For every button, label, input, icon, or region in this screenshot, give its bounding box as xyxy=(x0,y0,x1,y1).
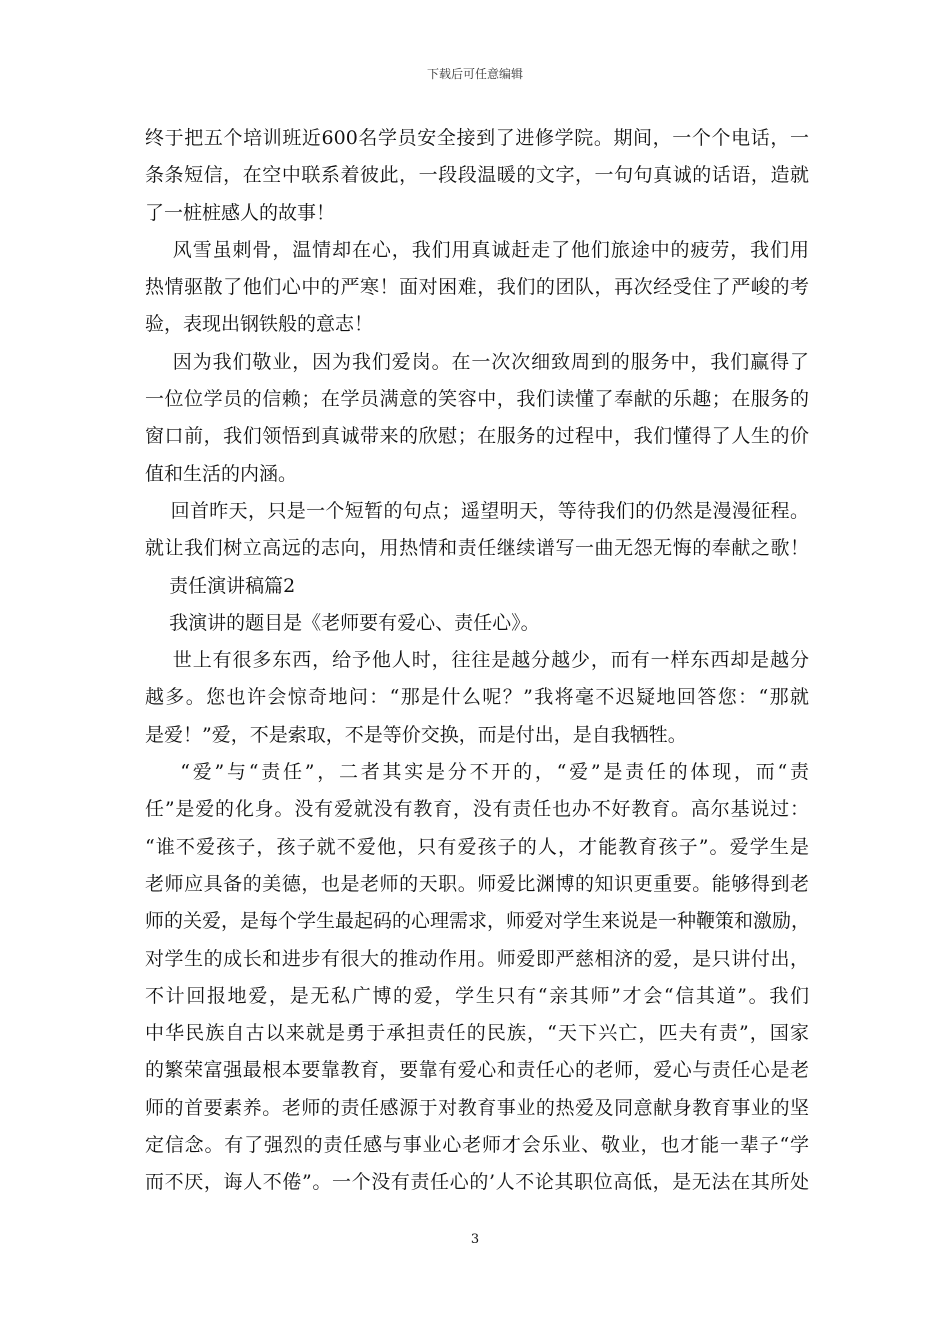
text-line: 我演讲的题目是《老师要有爱心、责任心》。 xyxy=(145,611,540,634)
text-line: 了一桩桩感人的故事！ xyxy=(145,201,336,224)
text-line: 是爱！”爱，不是索取，不是等价交换，而是付出，是自我牺牲。 xyxy=(145,723,687,746)
document-body xyxy=(145,120,809,1202)
text-line: 责任演讲稿篇2 xyxy=(145,574,296,597)
text-line: “谁不爱孩子，孩子就不爱他，只有爱孩子的人，才能教育孩子”。爱学生是 xyxy=(145,835,809,858)
text-line: 验，表现出钢铁般的意志！ xyxy=(145,313,374,336)
text-line: 不计回报地爱，是无私广博的爱，学生只有“亲其师”才会“信其道”。我们 xyxy=(145,984,809,1007)
text-line: 对学生的成长和进步有很大的推动作用。师爱即严慈相济的爱，是只讲付出， xyxy=(145,947,809,970)
text-line: 世上有很多东西，给予他人时，往往是越分越少，而有一样东西却是越分 xyxy=(145,649,809,672)
text-line: 师的关爱，是每个学生最起码的心理需求，师爱对学生来说是一种鞭策和激励， xyxy=(145,910,811,933)
text-line: 定信念。有了强烈的责任感与事业心老师才会乐业、敬业，也才能一辈子“学 xyxy=(145,1134,809,1157)
text-line: “爱”与“责任”，二者其实是分不开的，“爱”是责任的体现，而“责 xyxy=(145,761,809,784)
text-line: 而不厌，诲人不倦”。一个没有责任心的’人不论其职位高低，是无法在其所处 xyxy=(145,1171,809,1194)
text-line: 终于把五个培训班近600名学员安全接到了进修学院。期间，一个个电话，一 xyxy=(145,127,809,149)
page-number: 3 xyxy=(470,1232,480,1247)
text-line: 越多。您也许会惊奇地问：“那是什么呢？”我将毫不迟疑地回答您：“那就 xyxy=(145,686,809,709)
text-line: 风雪虽刺骨，温情却在心，我们用真诚赶走了他们旅途中的疲劳，我们用 xyxy=(145,238,809,261)
text-line: 师的首要素养。老师的责任感源于对教育事业的热爱及同意献身教育事业的坚 xyxy=(145,1096,809,1119)
text-line: 一位位学员的信赖；在学员满意的笑容中，我们读懂了奉献的乐趣；在服务的 xyxy=(145,388,809,411)
text-line: 值和生活的内涵。 xyxy=(145,462,298,485)
text-line: 热情驱散了他们心中的严寒！面对困难，我们的团队，再次经受住了严峻的考 xyxy=(145,276,809,299)
text-line: 就让我们树立高远的志向，用热情和责任继续谱写一曲无怨无悔的奉献之歌！ xyxy=(145,537,809,560)
text-line: 老师应具备的美德，也是老师的天职。师爱比渊博的知识更重要。能够得到老 xyxy=(145,872,809,895)
text-line: 回首昨天，只是一个短暂的句点；遥望明天，等待我们的仍然是漫漫征程。 xyxy=(145,499,809,522)
text-line: 条条短信，在空中联系着彼此，一段段温暖的文字，一句句真诚的话语，造就 xyxy=(145,164,809,187)
text-line: 因为我们敬业，因为我们爱岗。在一次次细致周到的服务中，我们赢得了 xyxy=(145,350,809,373)
text-line: 窗口前，我们领悟到真诚带来的欣慰；在服务的过程中，我们懂得了人生的价 xyxy=(145,425,809,448)
page-header: 下载后可任意编辑 xyxy=(426,67,523,81)
text-line: 的繁荣富强最根本要靠教育，要靠有爱心和责任心的老师，爱心与责任心是老 xyxy=(145,1059,809,1082)
text-line: 中华民族自古以来就是勇于承担责任的民族，“天下兴亡，匹夫有责”，国家 xyxy=(145,1022,809,1045)
text-line: 任”是爱的化身。没有爱就没有教育，没有责任也办不好教育。高尔基说过： xyxy=(145,798,809,821)
